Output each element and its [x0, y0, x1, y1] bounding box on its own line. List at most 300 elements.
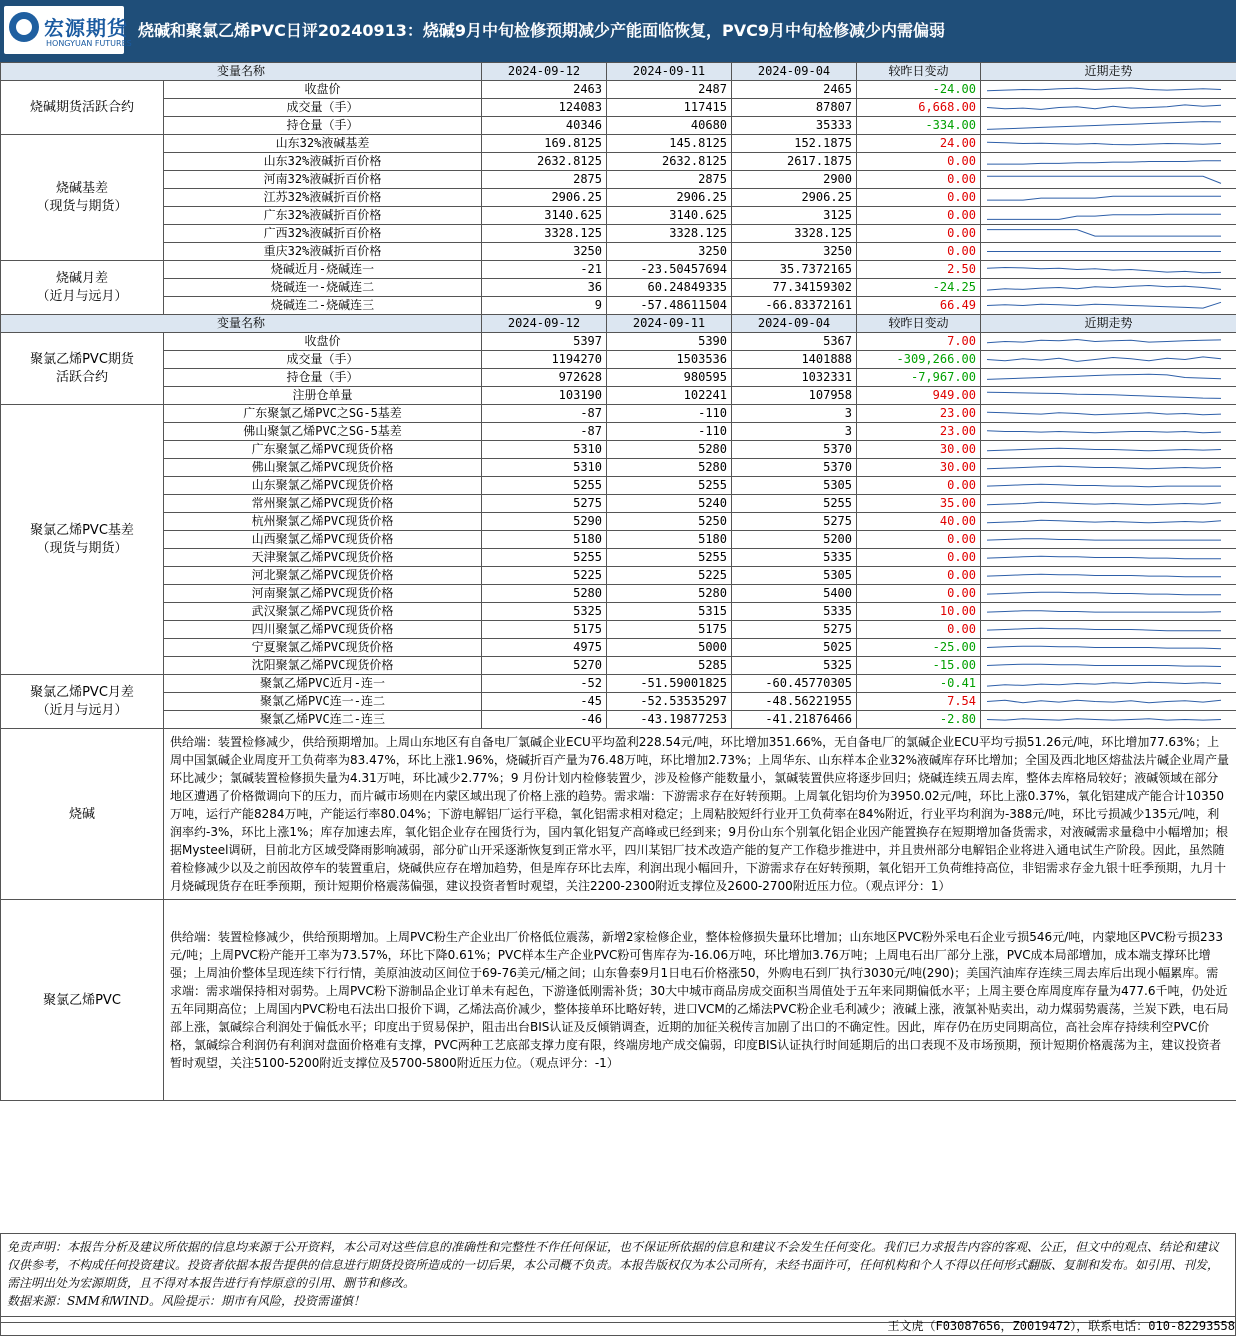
value-date-2: -110: [607, 423, 732, 441]
value-date-1: 5225: [482, 567, 607, 585]
sparkline-line: [987, 448, 1221, 451]
table-row: [1, 657, 1236, 675]
daily-change: 24.00: [857, 135, 981, 153]
col-header-change: 较昨日变动: [857, 315, 981, 333]
value-date-2: 2632.8125: [607, 153, 732, 171]
variable-name: 聚氯乙烯PVC近月-连一: [164, 675, 482, 693]
variable-name: 重庆32%液碱折百价格: [164, 243, 482, 261]
variable-name: 山东32%液碱折百价格: [164, 153, 482, 171]
value-date-2: 60.24849335: [607, 279, 732, 297]
sparkline-line: [987, 719, 1221, 720]
trend-cell: [981, 405, 1236, 423]
trend-cell: [981, 567, 1236, 585]
variable-name: 河南32%液碱折百价格: [164, 171, 482, 189]
table-row: [1, 441, 1236, 459]
trend-sparkline: [981, 171, 1227, 188]
value-date-1: 2463: [482, 81, 607, 99]
table-row: [1, 585, 1236, 603]
col-header-change: 较昨日变动: [857, 63, 981, 81]
variable-name: 宁夏聚氯乙烯PVC现货价格: [164, 639, 482, 657]
sparkline-line: [987, 196, 1221, 200]
trend-sparkline: [981, 243, 1227, 260]
variable-name: 烧碱近月-烧碱连一: [164, 261, 482, 279]
value-date-3: 5367: [732, 333, 857, 351]
sparkline-line: [987, 664, 1221, 666]
trend-sparkline: [981, 207, 1227, 224]
table-row: [1, 693, 1236, 711]
table-row: [1, 423, 1236, 441]
variable-name: 收盘价: [164, 333, 482, 351]
trend-sparkline: [981, 567, 1227, 584]
trend-sparkline: [981, 189, 1227, 206]
trend-sparkline: [981, 621, 1227, 638]
table-row: [1, 549, 1236, 567]
table-row: [1, 351, 1236, 369]
sparkline-line: [987, 161, 1221, 164]
value-date-1: 3328.125: [482, 225, 607, 243]
value-date-1: 1194270: [482, 351, 607, 369]
variable-name: 烧碱连一-烧碱连二: [164, 279, 482, 297]
table-row: [1, 603, 1236, 621]
value-date-2: 3250: [607, 243, 732, 261]
logo-mark-icon: [9, 12, 39, 42]
sparkline-line: [987, 700, 1221, 703]
trend-cell: [981, 351, 1236, 369]
variable-name: 成交量（手）: [164, 99, 482, 117]
daily-change: 40.00: [857, 513, 981, 531]
table-row: [1, 387, 1236, 405]
trend-sparkline: [981, 549, 1227, 566]
daily-change: 23.00: [857, 423, 981, 441]
trend-sparkline: [981, 495, 1227, 512]
table-row: [1, 567, 1236, 585]
trend-sparkline: [981, 441, 1227, 458]
value-date-2: 5280: [607, 585, 732, 603]
value-date-1: 5280: [482, 585, 607, 603]
daily-change: 2.50: [857, 261, 981, 279]
table-row: [1, 225, 1236, 243]
report-title: 烧碱和聚氯乙烯PVC日评20240913：烧碱9月中旬检修预期减少产能面临恢复，PVC9月中旬检修减少内需偏弱: [138, 21, 946, 40]
trend-sparkline: [981, 531, 1227, 548]
value-date-2: 5315: [607, 603, 732, 621]
value-date-1: 103190: [482, 387, 607, 405]
daily-change: -15.00: [857, 657, 981, 675]
value-date-1: 5397: [482, 333, 607, 351]
table-header-row: [1, 315, 1236, 333]
trend-sparkline: [981, 333, 1227, 350]
value-date-2: 5255: [607, 477, 732, 495]
col-header-date-3: 2024-09-04: [732, 63, 857, 81]
value-date-2: 5250: [607, 513, 732, 531]
trend-sparkline: [981, 135, 1227, 152]
sparkline-line: [987, 122, 1221, 130]
trend-cell: [981, 387, 1236, 405]
table-row: [1, 405, 1236, 423]
value-date-2: 102241: [607, 387, 732, 405]
table-row: [1, 495, 1236, 513]
sparkline-line: [987, 105, 1221, 110]
table-row: [1, 459, 1236, 477]
commentary-text: 供给端：装置检修减少，供给预期增加。上周PVC粉生产企业出厂价格低位震荡，新增2家检修企业，整体检修损失量环比增加；山东地区PVC粉外采电石企业亏损546元/吨，内蒙地区PVC粉亏损233元/吨；上周PVC粉产能开工率为73.57%，环比下降0.61%；PVC样本生产企业PVC粉可售库存为-16.06万吨，环比增加3.76万吨；上周电石出厂部分上涨，PVC成本局部增加，成本端支撑环比增强；上周油价整体呈现连续下行行情，美原油波动区间位于69-76美元/桶之间；山东鲁泰9月1日电石价格涨50，外购电石到厂执行3030元/吨(290)；美国汽油库存连续三周去库后出现小幅累库。需求端：需求端保持相对弱势。上周PVC粉下游制品企业订单未有起色，下游逢低刚需补货；30大中城市商品房成交面积当周值处于五年来同期偏低水平；上周主要仓库周度库存量为477.6千吨，仍处近五年同期高位；上周国内PVC粉电石法出口报价下调，乙烯法高价减少，整体接单环比略好转，进口VCM的乙烯法PVC粉企业毛利减少；液碱上涨，液氯补贴卖出，动力煤弱势震荡，兰炭下跌，电石局部上涨，氯碱综合利润处于偏低水平；印度出于贸易保护，阻击出台BIS认证及反倾销调查，近期的加征关税传言加剧了出口的不确定性。因此，库存仍在历史同期高位，高社会库存持续利空PVC价格，氯碱综合利润仍有利润对盘面价格难有支撑，PVC两种工艺底部支撑力度有限，终端房地产成交偏弱，印度BIS认证执行时间延期后的出口表现不及市场预期，预计短期价格震荡为主，建议投资者暂时观望，关注5100-5200附近支撑位及5700-5800附近压力位。（观点评分：-1）: [164, 900, 1236, 1101]
trend-cell: [981, 81, 1236, 99]
table-row: [1, 189, 1236, 207]
sparkline-line: [987, 268, 1221, 273]
variable-name: 常州聚氯乙烯PVC现货价格: [164, 495, 482, 513]
daily-change: 30.00: [857, 441, 981, 459]
value-date-3: 3: [732, 423, 857, 441]
trend-sparkline: [981, 225, 1227, 242]
table-row: [1, 711, 1236, 729]
trend-cell: [981, 621, 1236, 639]
trend-sparkline: [981, 639, 1227, 656]
variable-name: 持仓量（手）: [164, 369, 482, 387]
value-date-1: 5255: [482, 549, 607, 567]
value-date-3: 5200: [732, 531, 857, 549]
trend-cell: [981, 333, 1236, 351]
trend-sparkline: [981, 117, 1227, 134]
sparkline-line: [987, 431, 1221, 433]
value-date-3: 152.1875: [732, 135, 857, 153]
value-date-2: 145.8125: [607, 135, 732, 153]
variable-name: 聚氯乙烯PVC连一-连二: [164, 693, 482, 711]
value-date-2: 40680: [607, 117, 732, 135]
value-date-3: 1032331: [732, 369, 857, 387]
value-date-3: 5325: [732, 657, 857, 675]
table-row: [1, 639, 1236, 657]
group-label: 烧碱基差 （现货与期货）: [1, 135, 164, 261]
value-date-3: 2617.1875: [732, 153, 857, 171]
trend-sparkline: [981, 459, 1227, 476]
daily-change: 30.00: [857, 459, 981, 477]
trend-cell: [981, 603, 1236, 621]
col-header-date-1: 2024-09-12: [482, 63, 607, 81]
table-row: [1, 207, 1236, 225]
table-row: [1, 243, 1236, 261]
trend-sparkline: [981, 477, 1227, 494]
variable-name: 山西聚氯乙烯PVC现货价格: [164, 531, 482, 549]
value-date-1: 5175: [482, 621, 607, 639]
trend-sparkline: [981, 405, 1227, 422]
trend-sparkline: [981, 387, 1227, 404]
sparkline-line: [987, 574, 1221, 577]
logo-text-cn: 宏源期货: [44, 16, 128, 40]
value-date-1: -87: [482, 405, 607, 423]
trend-cell: [981, 513, 1236, 531]
table-row: [1, 621, 1236, 639]
group-label: 烧碱月差 （近月与远月）: [1, 261, 164, 315]
value-date-1: 169.8125: [482, 135, 607, 153]
trend-sparkline: [981, 153, 1227, 170]
sparkline-line: [987, 484, 1221, 487]
logo-text-en: HONGYUAN FUTURES: [46, 39, 132, 48]
value-date-3: 35.7372165: [732, 261, 857, 279]
value-date-1: -87: [482, 423, 607, 441]
value-date-1: 3140.625: [482, 207, 607, 225]
daily-change: 0.00: [857, 477, 981, 495]
value-date-3: 87807: [732, 99, 857, 117]
daily-change: -0.41: [857, 675, 981, 693]
trend-cell: [981, 459, 1236, 477]
sparkline-line: [987, 539, 1221, 540]
company-logo: [4, 6, 132, 54]
commentary-row: [1, 900, 1236, 1101]
col-header-date-1: 2024-09-12: [482, 315, 607, 333]
daily-change: 23.00: [857, 405, 981, 423]
trend-sparkline: [981, 693, 1227, 710]
trend-cell: [981, 675, 1236, 693]
analyst-contact: 王文虎（F03087656，Z0019472），联系电话：010-82293558: [0, 1316, 1236, 1336]
trend-cell: [981, 171, 1236, 189]
daily-change: 0.00: [857, 207, 981, 225]
value-date-2: -52.53535297: [607, 693, 732, 711]
sparkline-line: [987, 374, 1221, 379]
value-date-1: 5270: [482, 657, 607, 675]
table-row: [1, 117, 1236, 135]
sparkline-line: [987, 230, 1221, 237]
value-date-2: 5175: [607, 621, 732, 639]
trend-sparkline: [981, 261, 1227, 278]
variable-name: 天津聚氯乙烯PVC现货价格: [164, 549, 482, 567]
variable-name: 聚氯乙烯PVC连二-连三: [164, 711, 482, 729]
value-date-3: -66.83372161: [732, 297, 857, 315]
table-row: [1, 279, 1236, 297]
value-date-3: 107958: [732, 387, 857, 405]
value-date-2: 3140.625: [607, 207, 732, 225]
value-date-3: 5025: [732, 639, 857, 657]
variable-name: 山东32%液碱基差: [164, 135, 482, 153]
trend-cell: [981, 207, 1236, 225]
trend-cell: [981, 135, 1236, 153]
value-date-2: 5240: [607, 495, 732, 513]
sparkline-line: [987, 176, 1221, 183]
value-date-2: 5285: [607, 657, 732, 675]
value-date-1: 3250: [482, 243, 607, 261]
value-date-1: 2875: [482, 171, 607, 189]
trend-sparkline: [981, 423, 1227, 440]
value-date-3: 5305: [732, 477, 857, 495]
col-header-trend: 近期走势: [981, 63, 1236, 81]
value-date-3: 5275: [732, 621, 857, 639]
variable-name: 持仓量（手）: [164, 117, 482, 135]
value-date-1: 5310: [482, 459, 607, 477]
value-date-2: 3328.125: [607, 225, 732, 243]
value-date-3: 2465: [732, 81, 857, 99]
disclaimer: 免责声明：本报告分析及建议所依据的信息均来源于公开资料，本公司对这些信息的准确性和完整性不作任何保证，也不保证所依据的信息和建议不会发生任何变化。我们已力求报告内容的客观、公正，但文中的观点、结论和建议仅供参考，不构成任何投资建议。投资者依据本报告提供的信息进行期货投资所造成的一切后果，本公司概不负责。本报告版权仅为本公司所有，未经书面许可，任何机构和个人不得以任何形式翻版、复制和发布。如引用、刊发，需注明出处为宏源期货，且不得对本报告进行有悖原意的引用、删节和修改。 数据来源：SMM和WIND。风险提示：期市有风险，投资需谨慎！: [0, 1233, 1236, 1323]
value-date-3: 3250: [732, 243, 857, 261]
commentary-label: 烧碱: [1, 729, 164, 900]
trend-sparkline: [981, 585, 1227, 602]
table-row: [1, 135, 1236, 153]
value-date-2: 5280: [607, 459, 732, 477]
table-header-row: [1, 63, 1236, 81]
value-date-1: 2632.8125: [482, 153, 607, 171]
table-row: [1, 99, 1236, 117]
sparkline-line: [987, 214, 1221, 219]
value-date-1: 972628: [482, 369, 607, 387]
group-label: 聚氯乙烯PVC期货 活跃合约: [1, 333, 164, 405]
sparkline-line: [987, 392, 1221, 398]
sparkline-line: [987, 340, 1221, 343]
daily-change: 66.49: [857, 297, 981, 315]
variable-name: 广东聚氯乙烯PVC现货价格: [164, 441, 482, 459]
value-date-2: -23.50457694: [607, 261, 732, 279]
daily-change: 0.00: [857, 153, 981, 171]
sparkline-line: [987, 611, 1221, 612]
trend-cell: [981, 585, 1236, 603]
trend-sparkline: [981, 603, 1227, 620]
trend-cell: [981, 441, 1236, 459]
table-row: [1, 333, 1236, 351]
report-header: [0, 0, 1236, 62]
daily-change: -7,967.00: [857, 369, 981, 387]
value-date-1: 5180: [482, 531, 607, 549]
variable-name: 广东32%液碱折百价格: [164, 207, 482, 225]
sparkline-line: [987, 302, 1221, 308]
sparkline-line: [987, 520, 1221, 523]
trend-sparkline: [981, 513, 1227, 530]
col-header-date-2: 2024-09-11: [607, 315, 732, 333]
table-row: [1, 675, 1236, 693]
variable-name: 杭州聚氯乙烯PVC现货价格: [164, 513, 482, 531]
table-row: [1, 153, 1236, 171]
value-date-1: 4975: [482, 639, 607, 657]
value-date-3: 77.34159302: [732, 279, 857, 297]
variable-name: 佛山聚氯乙烯PVC现货价格: [164, 459, 482, 477]
variable-name: 注册仓单量: [164, 387, 482, 405]
value-date-2: 2487: [607, 81, 732, 99]
value-date-3: -60.45770305: [732, 675, 857, 693]
trend-cell: [981, 189, 1236, 207]
table-row: [1, 297, 1236, 315]
value-date-1: 2906.25: [482, 189, 607, 207]
trend-cell: [981, 693, 1236, 711]
daily-change: 0.00: [857, 171, 981, 189]
value-date-3: 5335: [732, 549, 857, 567]
trend-cell: [981, 243, 1236, 261]
trend-cell: [981, 639, 1236, 657]
commentary-label: 聚氯乙烯PVC: [1, 900, 164, 1101]
trend-sparkline: [981, 99, 1227, 116]
trend-sparkline: [981, 297, 1227, 314]
table-row: [1, 369, 1236, 387]
value-date-3: 3328.125: [732, 225, 857, 243]
value-date-2: -110: [607, 405, 732, 423]
value-date-3: 5370: [732, 459, 857, 477]
trend-cell: [981, 549, 1236, 567]
value-date-2: 5390: [607, 333, 732, 351]
value-date-3: 5305: [732, 567, 857, 585]
daily-change: -309,266.00: [857, 351, 981, 369]
col-header-date-3: 2024-09-04: [732, 315, 857, 333]
daily-change: 0.00: [857, 567, 981, 585]
value-date-3: 35333: [732, 117, 857, 135]
variable-name: 沈阳聚氯乙烯PVC现货价格: [164, 657, 482, 675]
sparkline-line: [987, 646, 1221, 649]
sparkline-line: [987, 502, 1221, 505]
variable-name: 山东聚氯乙烯PVC现货价格: [164, 477, 482, 495]
value-date-3: 5400: [732, 585, 857, 603]
value-date-2: -51.59001825: [607, 675, 732, 693]
trend-cell: [981, 423, 1236, 441]
value-date-1: 5255: [482, 477, 607, 495]
value-date-3: 1401888: [732, 351, 857, 369]
sparkline-line: [987, 682, 1221, 686]
sparkline-line: [987, 88, 1221, 91]
variable-name: 河北聚氯乙烯PVC现货价格: [164, 567, 482, 585]
daily-change: 0.00: [857, 243, 981, 261]
trend-sparkline: [981, 81, 1227, 98]
variable-name: 四川聚氯乙烯PVC现货价格: [164, 621, 482, 639]
daily-change: 0.00: [857, 585, 981, 603]
daily-change: 0.00: [857, 531, 981, 549]
col-header-name: 变量名称: [1, 315, 482, 333]
trend-cell: [981, 711, 1236, 729]
value-date-1: 9: [482, 297, 607, 315]
daily-change: 35.00: [857, 495, 981, 513]
trend-cell: [981, 117, 1236, 135]
value-date-2: 980595: [607, 369, 732, 387]
trend-cell: [981, 477, 1236, 495]
col-header-date-2: 2024-09-11: [607, 63, 732, 81]
table-row: [1, 81, 1236, 99]
table-row: [1, 513, 1236, 531]
variable-name: 成交量（手）: [164, 351, 482, 369]
table-row: [1, 531, 1236, 549]
daily-change: -24.00: [857, 81, 981, 99]
daily-change: 0.00: [857, 549, 981, 567]
table-row: [1, 261, 1236, 279]
sparkline-line: [987, 412, 1221, 415]
trend-cell: [981, 531, 1236, 549]
value-date-1: 5310: [482, 441, 607, 459]
daily-change: 7.00: [857, 333, 981, 351]
value-date-3: -41.21876466: [732, 711, 857, 729]
daily-change: 10.00: [857, 603, 981, 621]
trend-sparkline: [981, 369, 1227, 386]
variable-name: 江苏32%液碱折百价格: [164, 189, 482, 207]
value-date-1: -52: [482, 675, 607, 693]
value-date-1: 5290: [482, 513, 607, 531]
daily-change: 0.00: [857, 189, 981, 207]
value-date-2: -57.48611504: [607, 297, 732, 315]
value-date-3: 3: [732, 405, 857, 423]
variable-name: 收盘价: [164, 81, 482, 99]
value-date-3: 3125: [732, 207, 857, 225]
daily-change: 7.54: [857, 693, 981, 711]
table-row: [1, 171, 1236, 189]
value-date-2: -43.19877253: [607, 711, 732, 729]
value-date-2: 2906.25: [607, 189, 732, 207]
value-date-1: -46: [482, 711, 607, 729]
daily-change: -334.00: [857, 117, 981, 135]
value-date-1: 36: [482, 279, 607, 297]
value-date-2: 1503536: [607, 351, 732, 369]
value-date-3: 5370: [732, 441, 857, 459]
variable-name: 佛山聚氯乙烯PVC之SG-5基差: [164, 423, 482, 441]
trend-cell: [981, 297, 1236, 315]
trend-cell: [981, 261, 1236, 279]
value-date-3: 5275: [732, 513, 857, 531]
daily-change: -2.80: [857, 711, 981, 729]
variable-name: 武汉聚氯乙烯PVC现货价格: [164, 603, 482, 621]
trend-sparkline: [981, 711, 1227, 728]
sparkline-line: [987, 142, 1221, 145]
value-date-1: 5275: [482, 495, 607, 513]
value-date-1: 40346: [482, 117, 607, 135]
value-date-2: 5280: [607, 441, 732, 459]
trend-cell: [981, 99, 1236, 117]
value-date-1: 5325: [482, 603, 607, 621]
